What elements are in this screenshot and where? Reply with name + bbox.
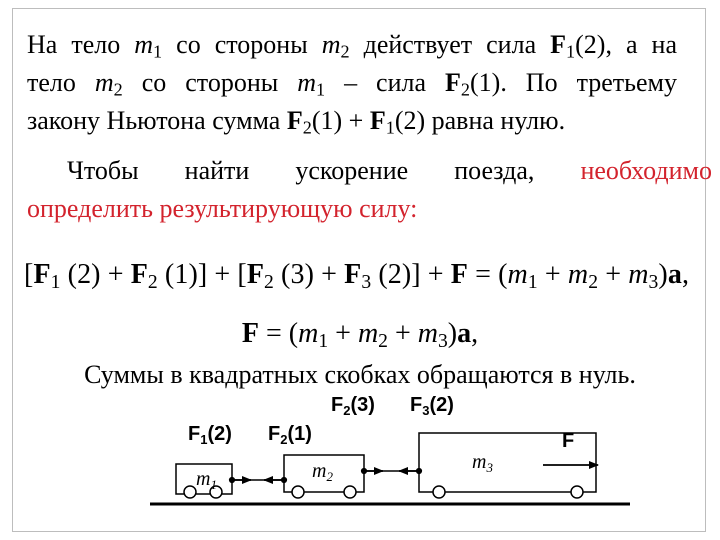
- cart-1-label: $m_1$: [196, 468, 217, 492]
- force-label-f1-2: $F_1(2)$: [188, 423, 232, 447]
- p1-line-2: тело $m_2$ со стороны $m_1$ – сила $F_2(1)$. По третьему: [27, 68, 678, 100]
- equation-result: $F = (m_1 + m_2 + m_3)a$,: [241, 318, 479, 352]
- wheel-icon: [292, 486, 304, 498]
- note-brackets-zero: Суммы в квадратных скобках обращаются в нуль.: [84, 360, 636, 389]
- wheel-icon: [433, 486, 445, 498]
- wheel-icon: [184, 486, 196, 498]
- force-label-f2-3: $F_2(3)$: [331, 394, 375, 418]
- p2-line-1: Чтобы найти ускорение поезда, необходимо: [67, 156, 712, 185]
- cart-2-label: $m_2$: [312, 460, 333, 484]
- wheel-icon: [344, 486, 356, 498]
- force-label-f3-2: $F_3(2)$: [410, 394, 454, 418]
- p1-line-1: На тело $m_1$ со стороны $m_2$ действует сила $F_1(2)$, а на: [27, 30, 677, 62]
- p1-line-3: закону Ньютона сумма $F_2(1) + F_1(2)$ равна нулю.: [27, 106, 566, 138]
- cart-3-label: $m_3$: [472, 451, 493, 475]
- wheel-icon: [571, 486, 583, 498]
- force-label-f: F: [562, 430, 575, 452]
- force-label-f2-1: $F_2(1)$: [268, 423, 312, 447]
- highlight-necessary: необходимо: [580, 156, 712, 185]
- equation-sum-of-forces: [$F_1$ $(2) + F_2$ $(1)] + [F_2$ $(3) + F_3$ $(2)] + F = (m_1 + m_2 + m_3)a$,: [24, 259, 690, 293]
- p2-line-2: определить результирующую силу:: [27, 194, 418, 223]
